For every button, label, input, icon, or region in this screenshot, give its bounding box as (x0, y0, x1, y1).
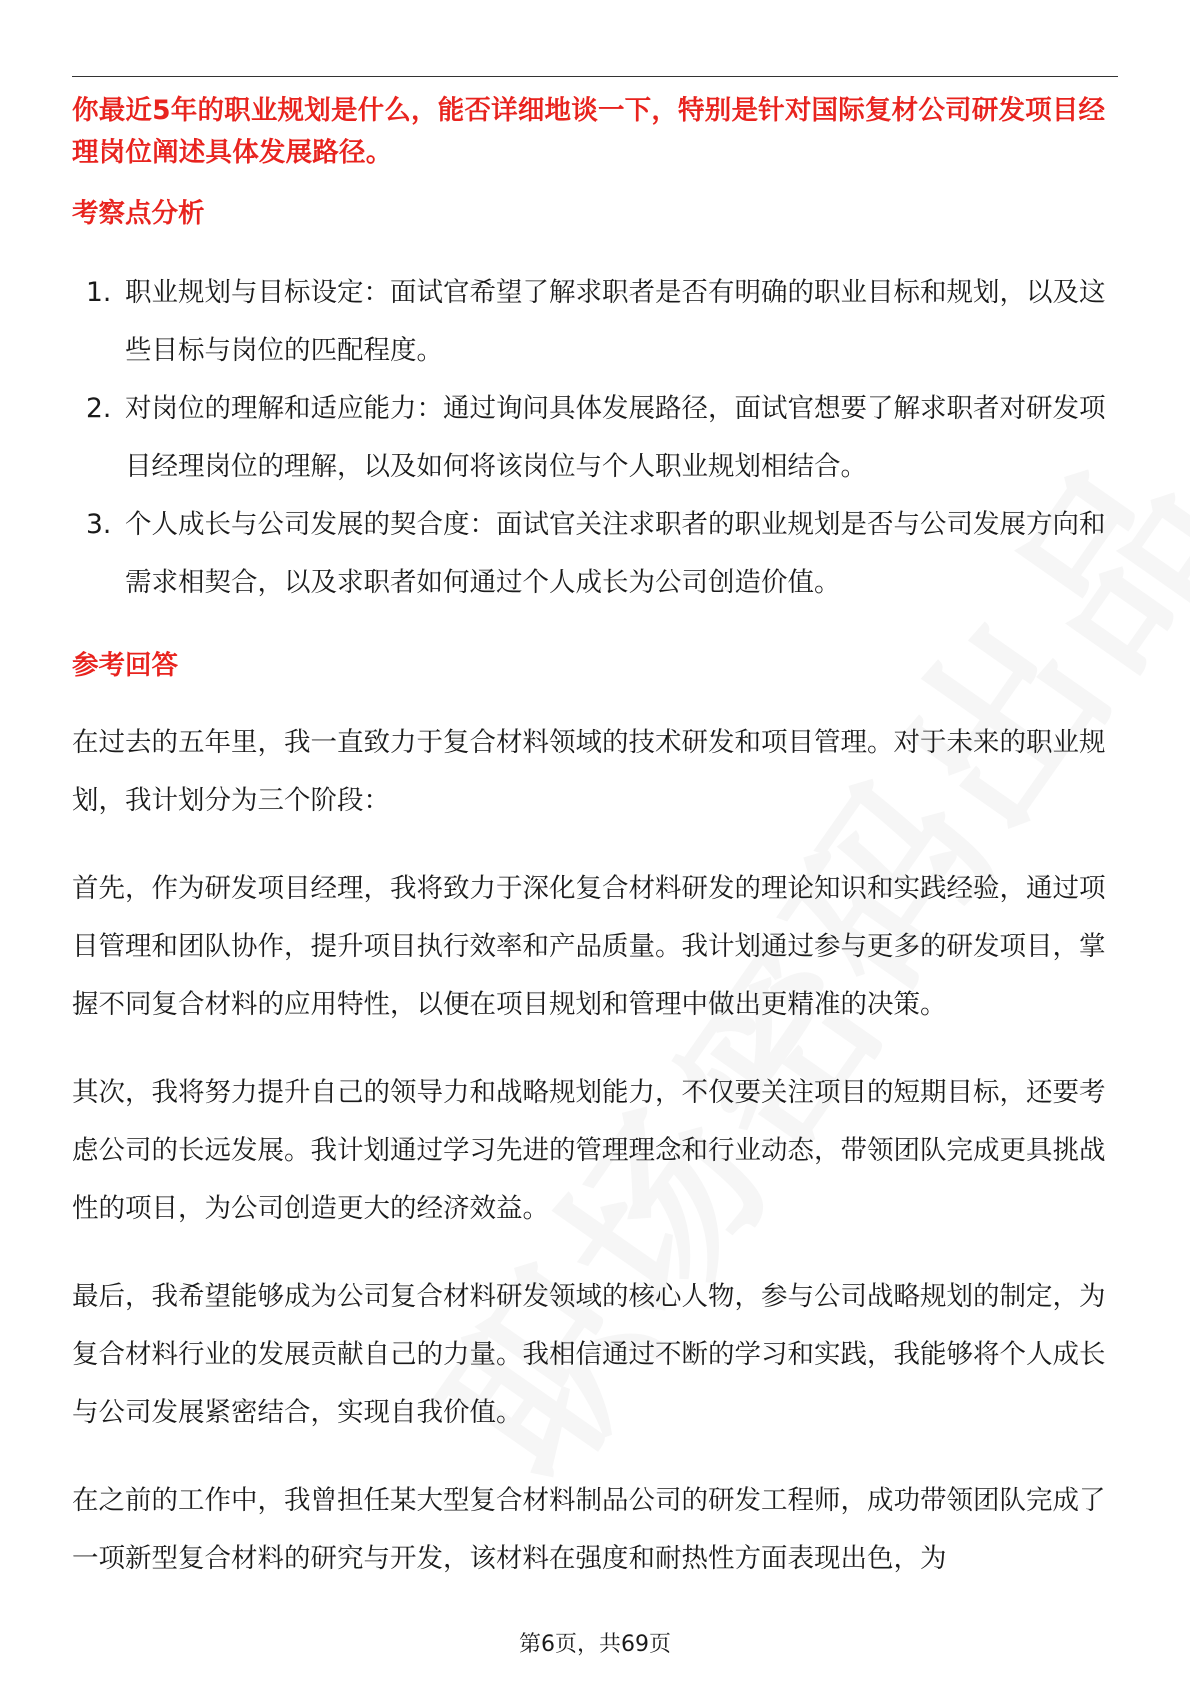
item-number: 1. (86, 277, 112, 308)
analysis-list (72, 264, 1122, 612)
item-text: 个人成长与公司发展的契合度：面试官关注求职者的职业规划是否与公司发展方向和需求相契合，以及求职者如何通过个人成长为公司创造价值。 (125, 509, 1106, 598)
item-text: 职业规划与目标设定：面试官希望了解求职者是否有明确的职业目标和规划，以及这些目标与岗位的匹配程度。 (125, 277, 1106, 366)
analysis-title: 考察点分析 (72, 198, 205, 229)
analysis-item (72, 380, 1122, 496)
analysis-item (72, 264, 1122, 380)
top-divider (72, 76, 1118, 77)
answer-paragraph: 最后，我希望能够成为公司复合材料研发领域的核心人物，参与公司战略规划的制定，为复合材料行业的发展贡献自己的力量。我相信通过不断的学习和实践，我能够将个人成长与公司发展紧密结合，实现自我价值。 (72, 1281, 1106, 1428)
answer-paragraph: 在过去的五年里，我一直致力于复合材料领域的技术研发和项目管理。对于未来的职业规划，我计划分为三个阶段： (72, 727, 1106, 816)
item-text: 对岗位的理解和适应能力：通过询问具体发展路径，面试官想要了解求职者对研发项目经理岗位的理解，以及如何将该岗位与个人职业规划相结合。 (125, 393, 1106, 482)
page-content (72, 90, 1122, 1588)
question-heading: 你最近5年的职业规划是什么，能否详细地谈一下，特别是针对国际复材公司研发项目经理岗位阐述具体发展路径。 (72, 95, 1106, 168)
answer-paragraph: 首先，作为研发项目经理，我将致力于深化复合材料研发的理论知识和实践经验，通过项目管理和团队协作，提升项目执行效率和产品质量。我计划通过参与更多的研发项目，掌握不同复合材料的应用特性，以便在项目规划和管理中做出更精准的决策。 (72, 873, 1106, 1020)
analysis-item (72, 496, 1122, 612)
page-number-footer: 第6页，共69页 (519, 1632, 671, 1657)
item-number: 2. (86, 393, 112, 424)
answer-paragraph: 在之前的工作中，我曾担任某大型复合材料制品公司的研发工程师，成功带领团队完成了一项新型复合材料的研究与开发，该材料在强度和耐热性方面表现出色，为 (72, 1485, 1106, 1574)
answer-title: 参考回答 (72, 650, 178, 681)
answer-paragraph: 其次，我将努力提升自己的领导力和战略规划能力，不仅要关注项目的短期目标，还要考虑公司的长远发展。我计划通过学习先进的管理理念和行业动态，带领团队完成更具挑战性的项目，为公司创造更大的经济效益。 (72, 1077, 1106, 1224)
item-number: 3. (86, 509, 112, 540)
